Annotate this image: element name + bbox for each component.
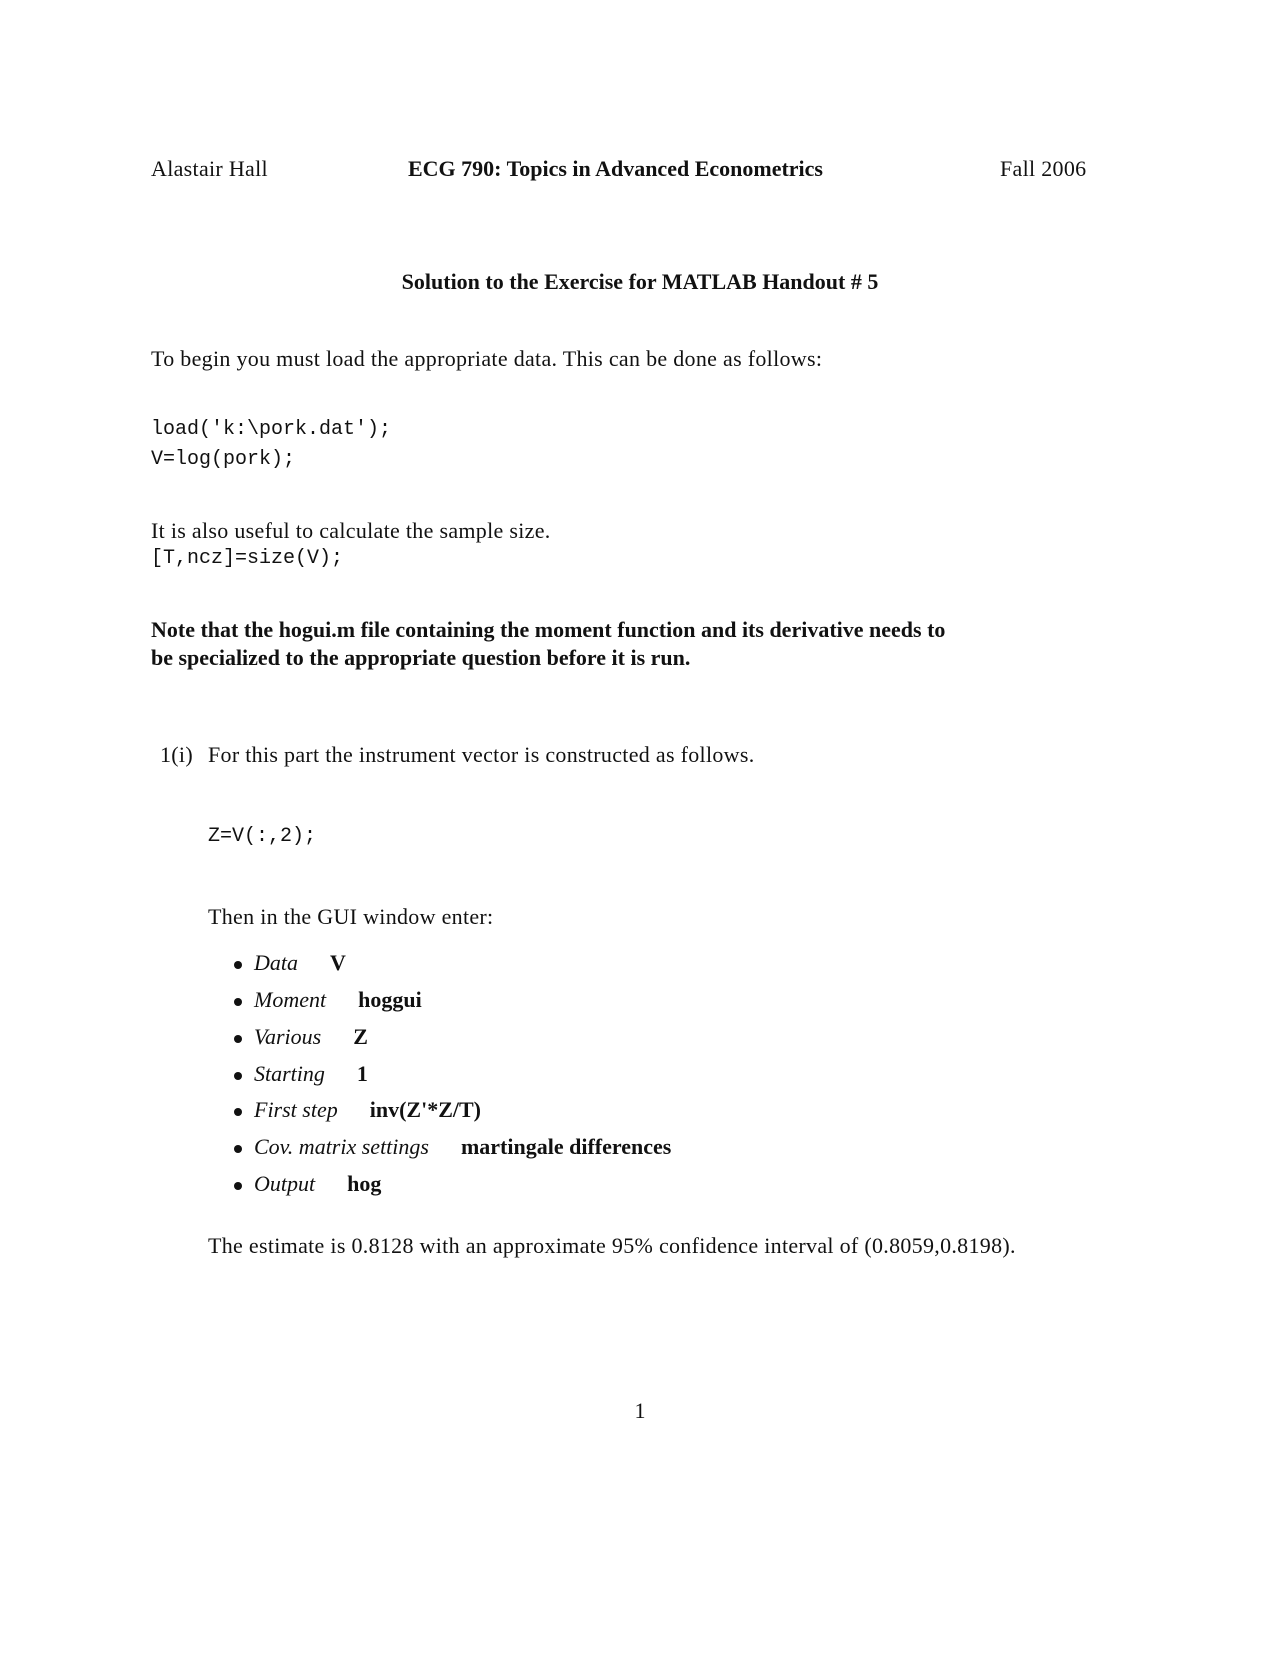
bullet-icon (234, 1072, 242, 1080)
header-author: Alastair Hall (151, 156, 268, 181)
field-value: martingale differences (460, 1134, 672, 1159)
field-value: 1 (356, 1061, 368, 1086)
field-value: V (330, 950, 346, 975)
result-text: The estimate is 0.8128 with an approximate 95% confidence interval of (0.8059,0.8198). (208, 1233, 1016, 1258)
bullet-icon (234, 961, 242, 969)
note-line: Note that the hogui.m file containing the moment function and its derivative needs to (151, 617, 946, 642)
field-name: Data (254, 950, 298, 975)
field-name: First step (254, 1097, 338, 1122)
header-course: ECG 790: Topics in Advanced Econometrics (408, 156, 823, 181)
list-item (234, 1173, 381, 1195)
gui-text: Then in the GUI window enter: (208, 904, 494, 929)
field-name: Starting (254, 1061, 325, 1086)
field-value: hog (347, 1171, 382, 1196)
field-value: inv(Z'*Z/T) (369, 1097, 481, 1122)
bullet-icon (234, 1108, 242, 1116)
field-name: Output (254, 1171, 316, 1196)
header-term: Fall 2006 (1000, 156, 1087, 181)
bullet-icon (234, 1145, 242, 1153)
list-item (234, 952, 346, 974)
code-line: V=log(pork); (151, 448, 296, 471)
code-line: Z=V(:,2); (208, 825, 317, 848)
field-name: Various (254, 1024, 322, 1049)
list-item (234, 1063, 368, 1085)
field-name: Moment (254, 987, 327, 1012)
part-label: 1(i) (160, 742, 193, 767)
sample-text: It is also useful to calculate the sample size. (151, 518, 551, 543)
bullet-icon (234, 998, 242, 1006)
list-item (234, 1099, 481, 1121)
note-line: be specialized to the appropriate question before it is run. (151, 645, 691, 670)
document-title: Solution to the Exercise for MATLAB Handout # 5 (401, 269, 879, 294)
field-value: hoggui (358, 987, 422, 1012)
code-line: load('k:\pork.dat'); (151, 418, 392, 441)
list-item (234, 1026, 368, 1048)
code-line: [T,ncz]=size(V); (151, 547, 344, 570)
list-item (234, 1136, 671, 1158)
page-number: 1 (634, 1398, 646, 1423)
bullet-icon (234, 1035, 242, 1043)
bullet-icon (234, 1182, 242, 1190)
field-name: Cov. matrix settings (254, 1134, 429, 1159)
intro-text: To begin you must load the appropriate data. This can be done as follows: (151, 346, 823, 371)
list-item (234, 989, 422, 1011)
part-text: For this part the instrument vector is constructed as follows. (208, 742, 755, 767)
field-value: Z (353, 1024, 368, 1049)
